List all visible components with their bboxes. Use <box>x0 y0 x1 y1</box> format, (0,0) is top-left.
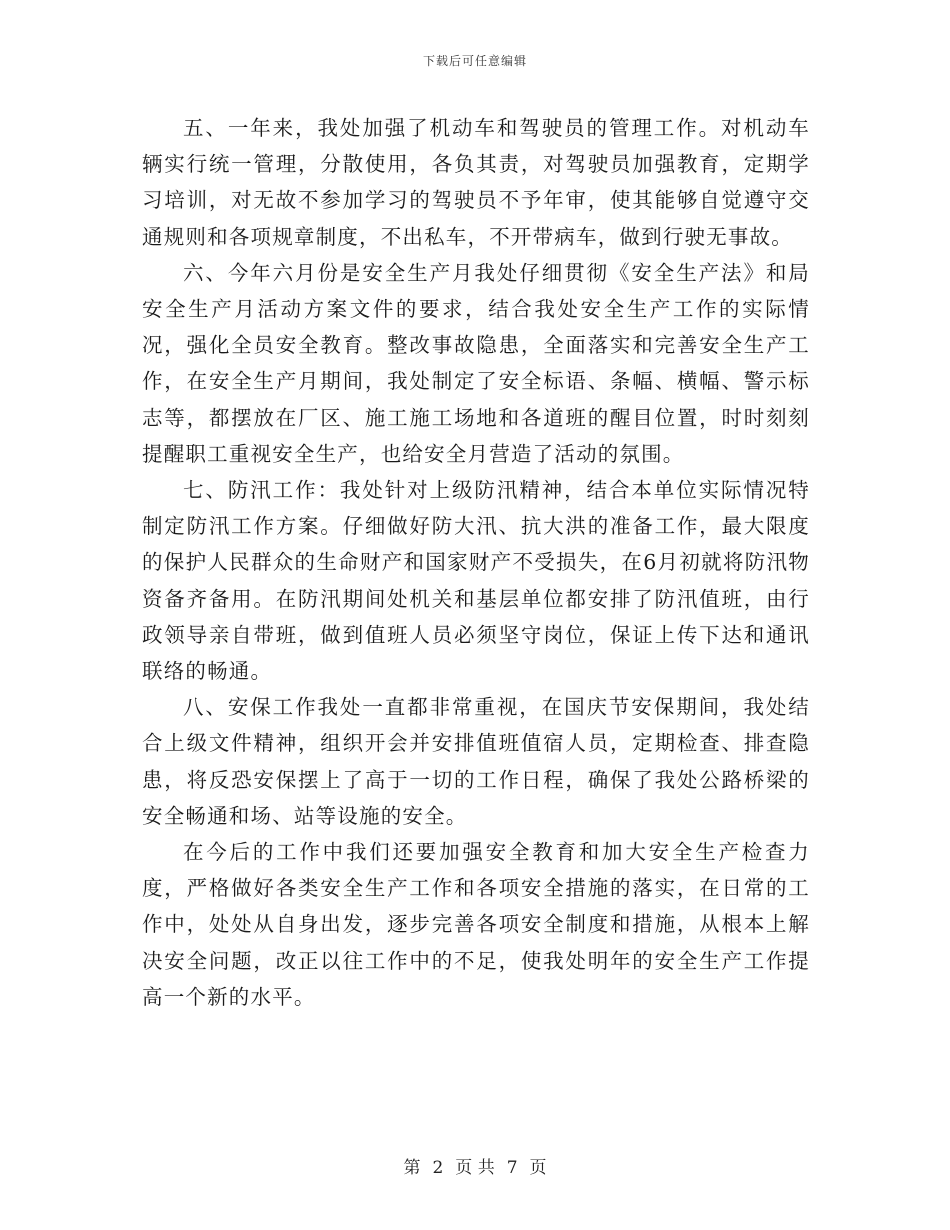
footer-total-pages: 7 <box>506 1158 518 1178</box>
footer-prefix: 第 <box>403 1158 421 1178</box>
paragraph-conclusion: 在今后的工作中我们还要加强安全教育和加大安全生产检查力度，严格做好各类安全生产工作和各项安全措施的落实，在日常的工作中，处处从自身出发，逐步完善各项安全制度和措施，从根本上解决安全问题，改正以往工作中的不足，使我处明年的安全生产工作提高一个新的水平。 <box>142 840 810 1009</box>
footer-middle: 页 共 <box>455 1158 495 1178</box>
paragraph-seven: 七、防汛工作：我处针对上级防汛精神，结合本单位实际情况特制定防汛工作方案。仔细做好防大汛、抗大洪的准备工作，最大限度的保护人民群众的生命财产和国家财产不受损失，在6月初就将防汛物资备齐备用。在防汛期间处机关和基层单位都安排了防汛值班，由行政领导亲自带班，做到值班人员必须坚守岗位，保证上传下达和通讯联络的畅通。 <box>142 478 810 684</box>
document-body <box>142 110 810 1015</box>
paragraph-six: 六、今年六月份是安全生产月我处仔细贯彻《安全生产法》和局安全生产月活动方案文件的要求，结合我处安全生产工作的实际情况，强化全员安全教育。整改事故隐患，全面落实和完善安全生产工作，在安全生产月期间，我处制定了安全标语、条幅、横幅、警示标志等，都摆放在厂区、施工施工场地和各道班的醒目位置，时时刻刻提醒职工重视安全生产，也给安全月营造了活动的氛围。 <box>142 260 810 466</box>
page-footer <box>0 1153 950 1178</box>
footer-suffix: 页 <box>529 1158 547 1178</box>
paragraph-eight: 八、安保工作我处一直都非常重视，在国庆节安保期间，我处结合上级文件精神，组织开会并安排值班值宿人员，定期检查、排查隐患，将反恐安保摆上了高于一切的工作日程，确保了我处公路桥梁的安全畅通和场、站等设施的安全。 <box>142 695 810 828</box>
page-header: 下载后可任意编辑 <box>422 54 527 68</box>
footer-page-number: 2 <box>432 1158 444 1178</box>
paragraph-five: 五、一年来，我处加强了机动车和驾驶员的管理工作。对机动车辆实行统一管理，分散使用，各负其责，对驾驶员加强教育，定期学习培训，对无故不参加学习的驾驶员不予年审，使其能够自觉遵守交通规则和各项规章制度，不出私车，不开带病车，做到行驶无事故。 <box>142 116 810 249</box>
